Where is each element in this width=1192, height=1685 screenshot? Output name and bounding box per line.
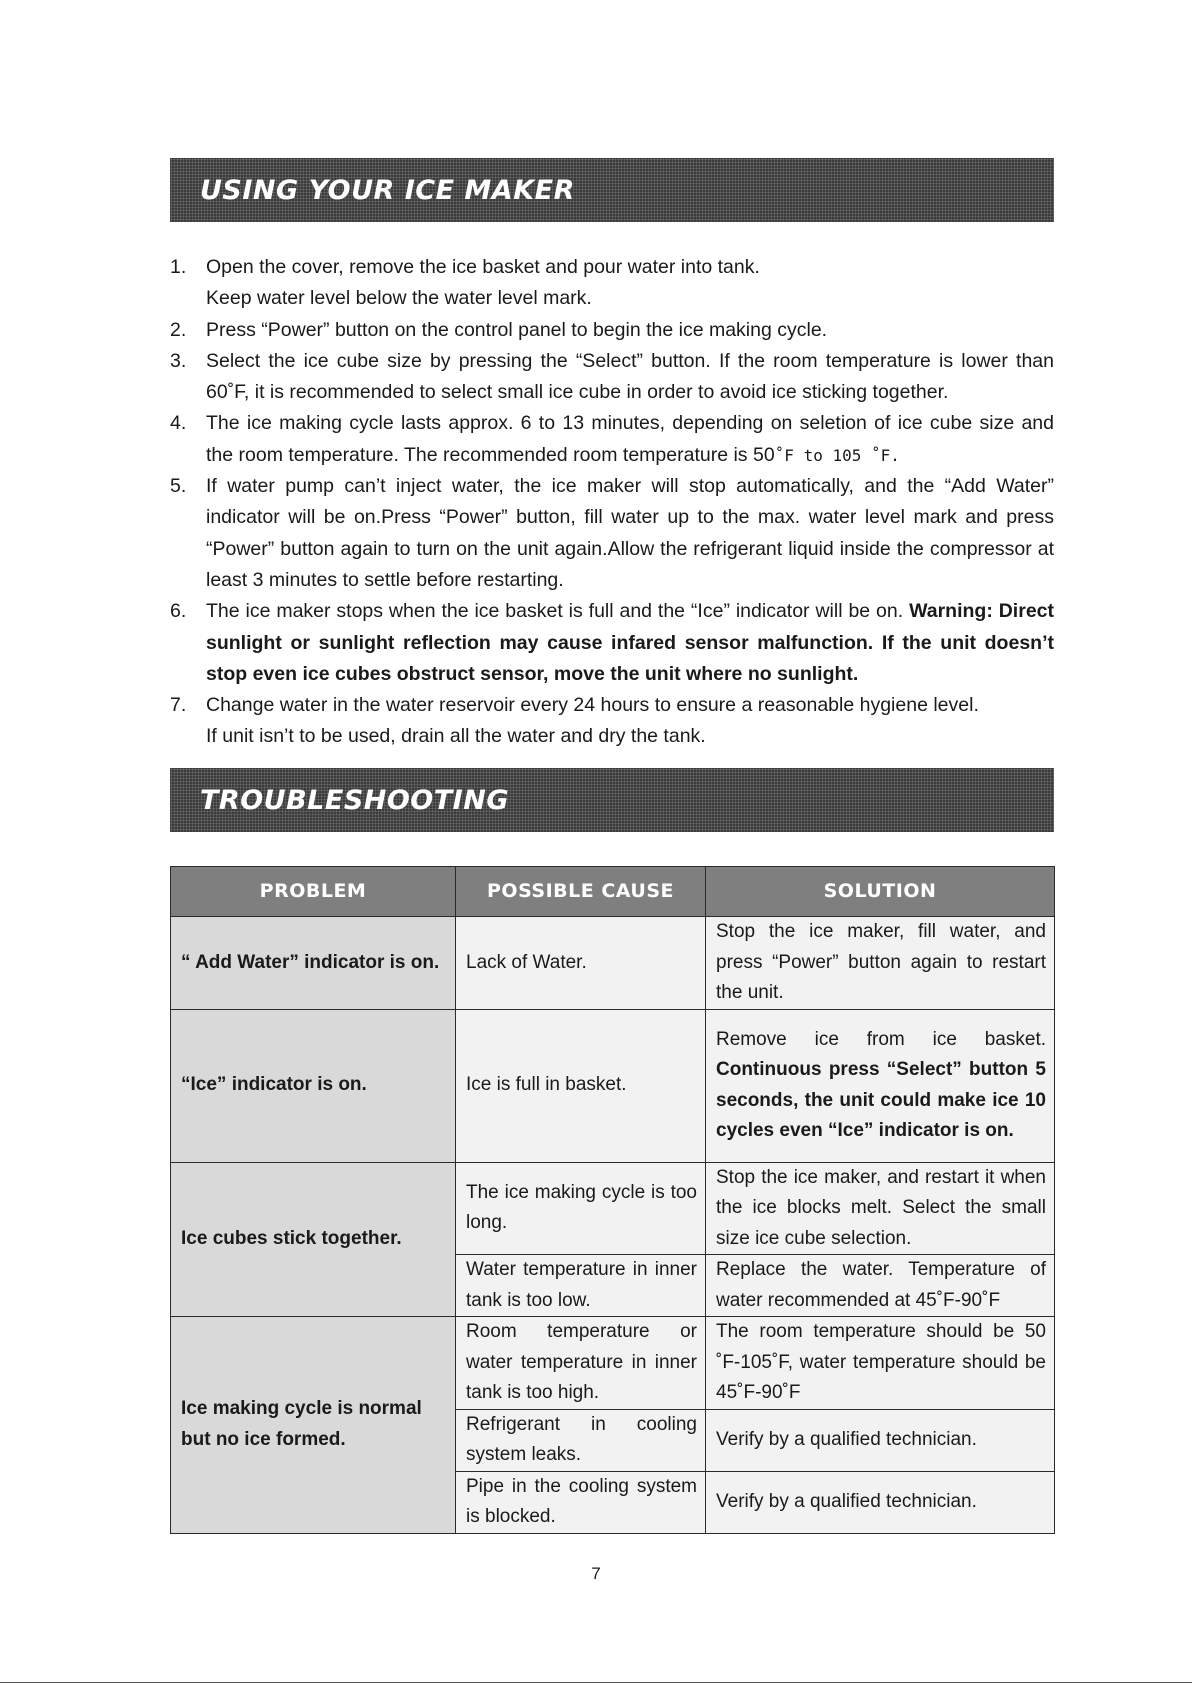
step-text: If water pump can’t inject water, the ice maker will stop automatically, and the “Add Water” indicator will be on.Press “Power” button, fill water up to the max. water level mark and press “Power” button again to turn on the unit again.Allow the refrigerant liquid inside the compressor at least 3 minutes to settle before restarting.	[206, 475, 1054, 591]
solution-cell: The room temperature should be 50 ˚F-105˚F, water temperature should be 45˚F-90˚F	[706, 1317, 1055, 1410]
step-text: Select the ice cube size by pressing the “Select” button. If the room temperature is lower than 60˚F, it is recommended to select small ice cube in order to avoid ice sticking together.	[206, 349, 1054, 404]
page-number: 7	[591, 1564, 601, 1583]
step-item	[170, 252, 1054, 315]
problem-cell: Ice making cycle is normal but no ice formed.	[171, 1317, 456, 1534]
step-item	[170, 471, 1054, 596]
instruction-steps-list	[170, 252, 1054, 753]
sunlight-warning: Warning: Direct sunlight or sunlight reflection may cause infared sensor malfunction. If the unit doesn’t stop even ice cubes obstruct sensor, move the unit where no sunlight.	[206, 600, 1055, 685]
step-text: If unit isn’t to be used, drain all the water and dry the tank.	[206, 725, 706, 748]
section-heading-using: USING YOUR ICE MAKER	[200, 174, 575, 206]
table-row	[171, 1162, 1055, 1255]
solution-cell: Stop the ice maker, and restart it when the ice blocks melt. Select the small size ice cube selection.	[706, 1162, 1055, 1255]
section-banner-using	[170, 158, 1054, 222]
bottom-divider	[0, 1682, 1192, 1683]
cause-cell: Room temperature or water temperature in inner tank is too high.	[456, 1317, 706, 1410]
temperature-range: ˚F to 105 ˚F.	[774, 445, 900, 465]
step-text: Open the cover, remove the ice basket and pour water into tank.	[206, 256, 760, 278]
step-number: 6.	[170, 600, 187, 623]
column-header-cause: POSSIBLE CAUSE	[456, 867, 706, 917]
cause-cell: The ice making cycle is too long.	[456, 1162, 706, 1255]
step-text: Press “Power” button on the control panel to begin the ice making cycle.	[206, 318, 828, 341]
table-row	[171, 917, 1055, 1010]
section-banner-troubleshooting	[170, 768, 1054, 832]
step-item	[170, 346, 1054, 409]
table-row	[171, 1317, 1055, 1410]
solution-cell: Verify by a qualified technician.	[706, 1471, 1055, 1533]
step-number: 4.	[170, 412, 187, 435]
cause-cell: Ice is full in basket.	[456, 1009, 706, 1162]
solution-cell: Stop the ice maker, fill water, and press “Power” button again to restart the unit.	[706, 917, 1055, 1010]
table-row	[171, 1009, 1055, 1162]
step-item	[170, 315, 1054, 346]
step-number: 1.	[170, 256, 187, 278]
solution-cell	[706, 1009, 1055, 1162]
step-item	[170, 596, 1054, 690]
section-heading-troubleshooting: TROUBLESHOOTING	[200, 784, 509, 816]
step-number: 2.	[170, 318, 187, 341]
step-number: 5.	[170, 475, 187, 498]
column-header-problem: PROBLEM	[171, 867, 456, 917]
column-header-solution: SOLUTION	[706, 867, 1055, 917]
solution-cell: Replace the water. Temperature of water recommended at 45˚F-90˚F	[706, 1255, 1055, 1317]
solution-cell: Verify by a qualified technician.	[706, 1409, 1055, 1471]
cause-cell: Pipe in the cooling system is blocked.	[456, 1471, 706, 1533]
step-item	[170, 408, 1054, 471]
cause-cell: Water temperature in inner tank is too low.	[456, 1255, 706, 1317]
solution-bold-text: Continuous press “Select” button 5 seconds, the unit could make ice 10 cycles even “Ice” indicator is on.	[716, 1059, 1046, 1141]
step-item	[170, 690, 1054, 753]
cause-cell: Lack of Water.	[456, 917, 706, 1010]
troubleshooting-table	[170, 866, 1055, 1534]
step-text: The ice making cycle lasts approx. 6 to 13 minutes, depending on seletion of ice cube size and the room temperature. The recommended room temperature is 50	[206, 412, 1054, 466]
step-text: Change water in the water reservoir every 24 hours to ensure a reasonable hygiene level.	[206, 694, 979, 717]
problem-cell: Ice cubes stick together.	[171, 1162, 456, 1317]
problem-cell: “Ice” indicator is on.	[171, 1009, 456, 1162]
table-header-row	[171, 867, 1055, 917]
step-text: The ice maker stops when the ice basket is full and the “Ice” indicator will be on.	[206, 600, 904, 623]
problem-cell: “ Add Water” indicator is on.	[171, 917, 456, 1010]
step-number: 3.	[170, 349, 187, 372]
cause-cell: Refrigerant in cooling system leaks.	[456, 1409, 706, 1471]
solution-text: Remove ice from ice basket.	[716, 1028, 1046, 1050]
step-number: 7.	[170, 694, 187, 717]
step-text: Keep water level below the water level mark.	[206, 287, 592, 310]
